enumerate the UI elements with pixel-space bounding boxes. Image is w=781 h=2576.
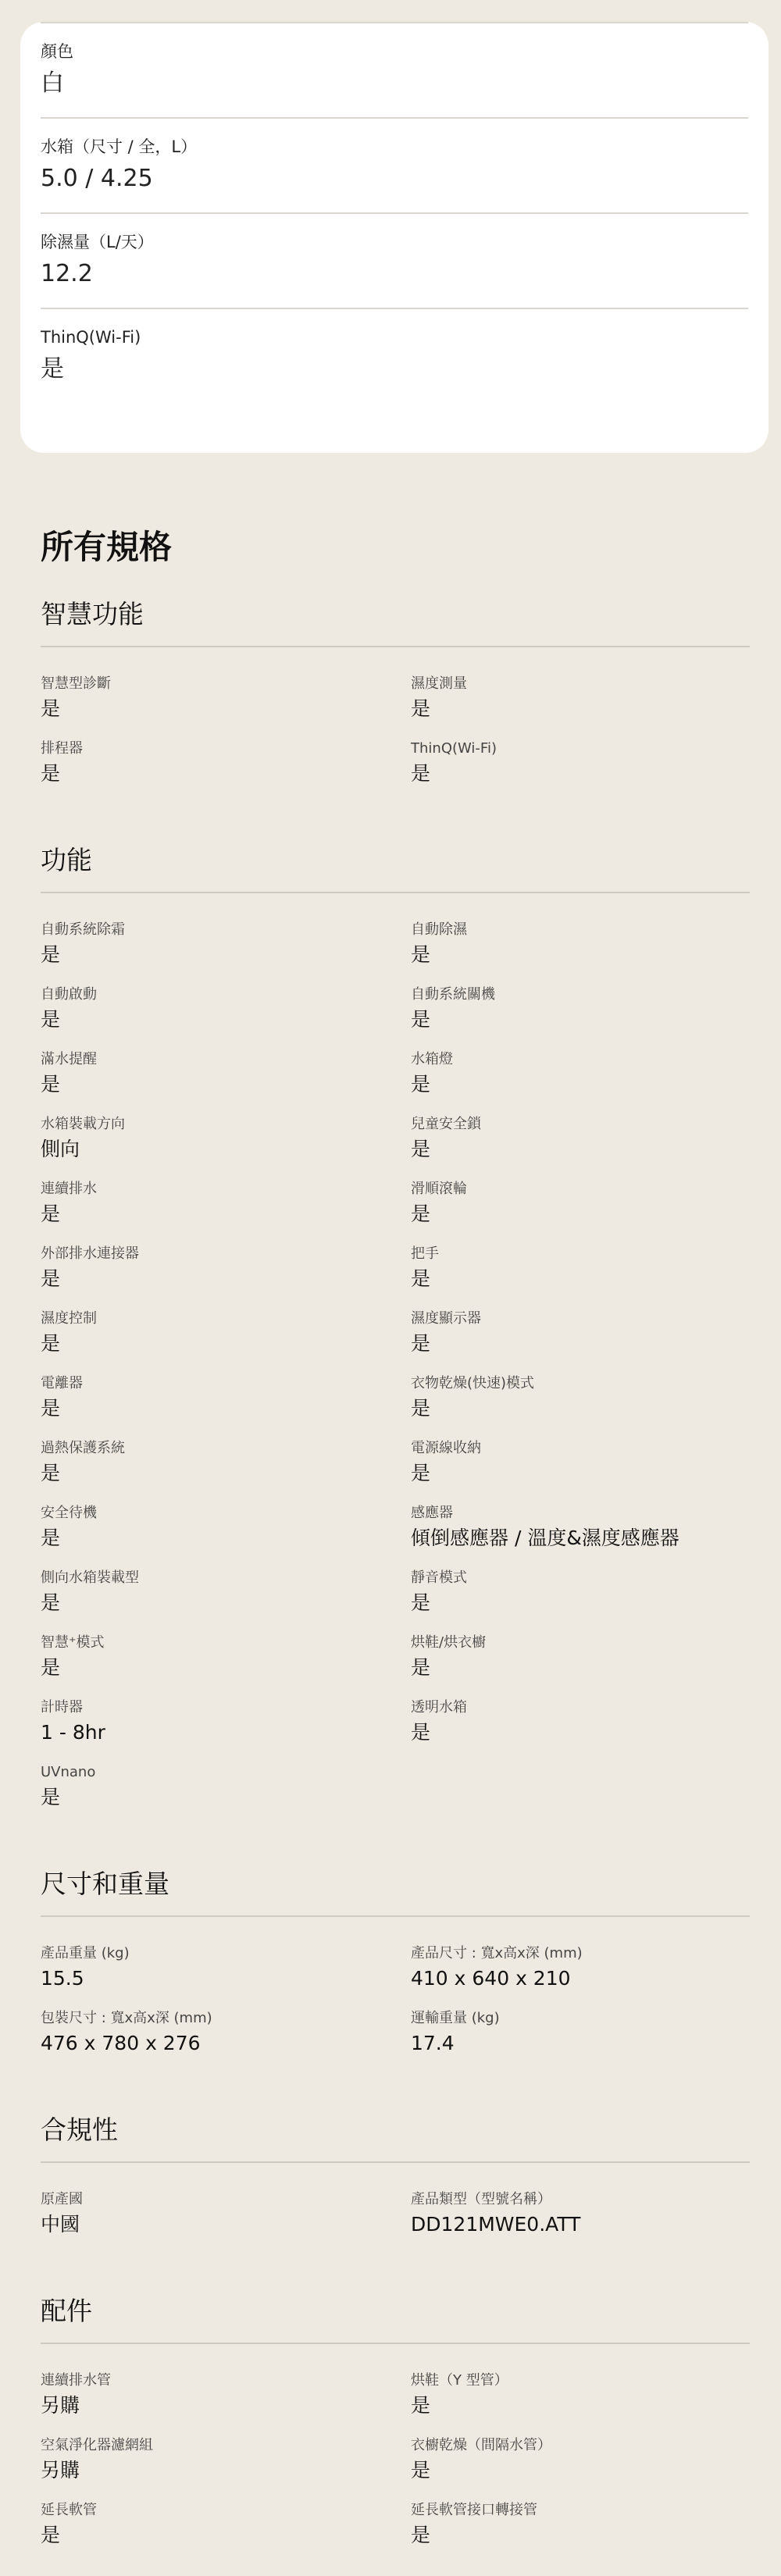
spec-label: 運輸重量 (kg) xyxy=(411,2010,500,2026)
spec-item xyxy=(41,974,411,1039)
spec-label: 濕度顯示器 xyxy=(411,1310,481,1327)
spec-value: 是 xyxy=(41,1655,61,1679)
spec-item xyxy=(411,974,750,1039)
spec-label: 智慧型診斷 xyxy=(41,675,111,692)
spec-label: 自動系統除霜 xyxy=(41,921,125,938)
spec-item xyxy=(41,2425,411,2489)
spec-label: 外部排水連接器 xyxy=(41,1245,139,1262)
spec-item xyxy=(411,2489,750,2554)
spec-value: 中國 xyxy=(41,2212,80,2236)
spec-label: 烘鞋/烘衣櫥 xyxy=(411,1634,487,1651)
spec-label: 靜音模式 xyxy=(411,1569,467,1586)
spec-item xyxy=(411,1492,750,1557)
spec-value: 410 x 640 x 210 xyxy=(411,1966,571,1990)
spec-value: 是 xyxy=(41,1202,61,1225)
spec-value: 是 xyxy=(41,1072,61,1096)
spec-value: 1 - 8hr xyxy=(41,1720,105,1744)
spec-label: 安全待機 xyxy=(41,1505,97,1521)
spec-value: 是 xyxy=(411,761,431,785)
spec-label: 電源線收納 xyxy=(411,1440,481,1456)
spec-label: 自動系統關機 xyxy=(411,986,495,1003)
key-spec-row xyxy=(41,212,748,308)
spec-item xyxy=(41,1933,411,1997)
spec-value: 是 xyxy=(411,942,431,966)
spec-item xyxy=(41,2489,411,2554)
spec-label: 自動除濕 xyxy=(411,921,467,938)
spec-section xyxy=(41,1871,750,2062)
spec-label: 延長軟管 xyxy=(41,2502,97,2518)
spec-section xyxy=(41,2117,750,2243)
spec-label: 感應器 xyxy=(411,1505,453,1521)
spec-value: DD121MWE0.ATT xyxy=(411,2212,581,2236)
spec-item xyxy=(41,1168,411,1233)
key-spec-label: 水箱（尺寸 / 全，L） xyxy=(41,137,198,156)
spec-label: 電離器 xyxy=(41,1375,83,1391)
spec-label: ThinQ(Wi-Fi) xyxy=(411,740,497,757)
spec-value: 是 xyxy=(41,761,61,785)
spec-value: 是 xyxy=(411,1720,431,1744)
spec-label: 連續排水管 xyxy=(41,2372,111,2389)
spec-value: 是 xyxy=(41,942,61,966)
spec-item xyxy=(411,2179,750,2243)
spec-value: 是 xyxy=(411,2458,431,2482)
key-spec-row xyxy=(41,308,748,403)
spec-label: 智慧⁺模式 xyxy=(41,1634,105,1651)
all-specs xyxy=(41,528,750,2554)
spec-value: 是 xyxy=(41,2523,61,2546)
spec-section xyxy=(41,847,750,1816)
spec-value: 15.5 xyxy=(41,1966,84,1990)
spec-item xyxy=(411,1168,750,1233)
spec-item xyxy=(41,1233,411,1298)
spec-item xyxy=(411,909,750,974)
spec-value: 是 xyxy=(411,1267,431,1290)
spec-item xyxy=(411,1363,750,1427)
key-spec-value: 是 xyxy=(41,355,64,383)
spec-label: 濕度測量 xyxy=(411,675,467,692)
spec-item xyxy=(41,1557,411,1622)
spec-label: 原產國 xyxy=(41,2191,83,2207)
spec-label: 烘鞋（Y 型管） xyxy=(411,2372,508,2389)
spec-value: 476 x 780 x 276 xyxy=(41,2031,201,2054)
spec-item xyxy=(41,663,411,728)
spec-label: 連續排水 xyxy=(41,1181,97,1197)
spec-item xyxy=(41,1492,411,1557)
spec-label: 排程器 xyxy=(41,740,83,757)
spec-label: 產品重量 (kg) xyxy=(41,1945,130,1961)
spec-label: 空氣淨化器濾網組 xyxy=(41,2437,153,2453)
all-specs-title: 所有規格 xyxy=(41,528,173,566)
spec-item xyxy=(41,1427,411,1492)
spec-value: 另購 xyxy=(41,2393,80,2417)
spec-item xyxy=(41,1622,411,1687)
spec-label: 滑順滾輪 xyxy=(411,1181,467,1197)
spec-item xyxy=(41,2360,411,2425)
spec-item xyxy=(41,2179,411,2243)
spec-sections xyxy=(41,601,750,2554)
spec-label: 產品類型（型號名稱） xyxy=(411,2191,551,2207)
key-specs-card xyxy=(20,22,769,453)
spec-value: 是 xyxy=(411,1202,431,1225)
spec-section-title: 功能 xyxy=(41,847,750,893)
spec-item xyxy=(411,1298,750,1363)
spec-section-title: 合規性 xyxy=(41,2117,750,2163)
spec-value: 是 xyxy=(411,1331,431,1355)
key-spec-row xyxy=(41,117,748,212)
spec-item xyxy=(41,1687,411,1751)
spec-item xyxy=(411,2425,750,2489)
spec-item xyxy=(41,728,411,793)
spec-grid xyxy=(41,2344,750,2554)
spec-value: 另購 xyxy=(41,2458,80,2482)
spec-grid xyxy=(41,647,750,793)
spec-item xyxy=(41,1997,411,2062)
spec-label: 滿水提醒 xyxy=(41,1051,97,1067)
key-spec-value: 12.2 xyxy=(41,260,93,288)
spec-label: 衣櫥乾燥（間隔水管） xyxy=(411,2437,551,2453)
key-spec-value: 5.0 / 4.25 xyxy=(41,165,153,193)
key-spec-label: 顏色 xyxy=(41,42,73,61)
spec-value: 是 xyxy=(411,1396,431,1420)
spec-item xyxy=(411,1687,750,1751)
spec-label: 水箱裝載方向 xyxy=(41,1116,125,1132)
spec-grid xyxy=(41,1917,750,2062)
spec-item xyxy=(411,1039,750,1103)
spec-value: 是 xyxy=(41,697,61,720)
spec-label: 把手 xyxy=(411,1245,439,1262)
spec-value: 是 xyxy=(411,697,431,720)
spec-value: 傾倒感應器 / 溫度&濕度感應器 xyxy=(411,1526,679,1549)
spec-label: 兒童安全鎖 xyxy=(411,1116,481,1132)
spec-item xyxy=(411,1933,750,1997)
spec-item xyxy=(411,1557,750,1622)
spec-item xyxy=(41,1363,411,1427)
spec-value: 是 xyxy=(411,1072,431,1096)
spec-value: 是 xyxy=(411,1137,431,1160)
spec-section-title: 尺寸和重量 xyxy=(41,1871,750,1917)
spec-value: 是 xyxy=(41,1267,61,1290)
spec-item xyxy=(411,728,750,793)
key-spec-value: 白 xyxy=(41,69,64,98)
spec-label: 產品尺寸 : 寬x高x深 (mm) xyxy=(411,1945,583,1961)
key-spec-label: ThinQ(Wi-Fi) xyxy=(41,328,141,347)
spec-value: 是 xyxy=(41,1396,61,1420)
spec-item xyxy=(411,663,750,728)
spec-item xyxy=(411,1103,750,1168)
spec-label: 自動啟動 xyxy=(41,986,97,1003)
spec-value: 是 xyxy=(411,2393,431,2417)
spec-section xyxy=(41,2298,750,2554)
spec-item xyxy=(41,1298,411,1363)
spec-section xyxy=(41,601,750,793)
key-spec-label: 除濕量（L/天） xyxy=(41,233,154,251)
spec-value: 是 xyxy=(411,1655,431,1679)
spec-grid xyxy=(41,2163,750,2243)
spec-value: 側向 xyxy=(41,1137,80,1160)
spec-value: 是 xyxy=(41,1591,61,1614)
spec-value: 是 xyxy=(411,1007,431,1031)
spec-value: 是 xyxy=(41,1461,61,1484)
spec-label: 延長軟管接口轉接管 xyxy=(411,2502,537,2518)
spec-item xyxy=(411,2360,750,2425)
spec-value: 是 xyxy=(411,1461,431,1484)
spec-item xyxy=(41,909,411,974)
spec-item xyxy=(411,1233,750,1298)
spec-grid xyxy=(41,893,750,1816)
spec-value: 17.4 xyxy=(411,2031,455,2054)
spec-label: 衣物乾燥(快速)模式 xyxy=(411,1375,535,1391)
spec-item xyxy=(41,1751,411,1816)
spec-label: 透明水箱 xyxy=(411,1699,467,1716)
spec-value: 是 xyxy=(41,1785,61,1808)
spec-value: 是 xyxy=(41,1331,61,1355)
spec-value: 是 xyxy=(411,1591,431,1614)
spec-item xyxy=(411,1997,750,2062)
spec-label: 水箱燈 xyxy=(411,1051,453,1067)
spec-value: 是 xyxy=(41,1007,61,1031)
spec-label: UVnano xyxy=(41,1764,96,1780)
spec-item xyxy=(41,1103,411,1168)
spec-label: 側向水箱裝載型 xyxy=(41,1569,139,1586)
spec-section-title: 智慧功能 xyxy=(41,601,750,647)
spec-value: 是 xyxy=(411,2523,431,2546)
spec-item xyxy=(411,1427,750,1492)
spec-label: 過熱保護系統 xyxy=(41,1440,125,1456)
spec-item xyxy=(411,1622,750,1687)
spec-item xyxy=(41,1039,411,1103)
spec-label: 包裝尺寸 : 寬x高x深 (mm) xyxy=(41,2010,212,2026)
spec-label: 濕度控制 xyxy=(41,1310,97,1327)
spec-label: 計時器 xyxy=(41,1699,83,1716)
key-spec-row xyxy=(41,22,748,117)
spec-section-title: 配件 xyxy=(41,2298,750,2344)
spec-value: 是 xyxy=(41,1526,61,1549)
